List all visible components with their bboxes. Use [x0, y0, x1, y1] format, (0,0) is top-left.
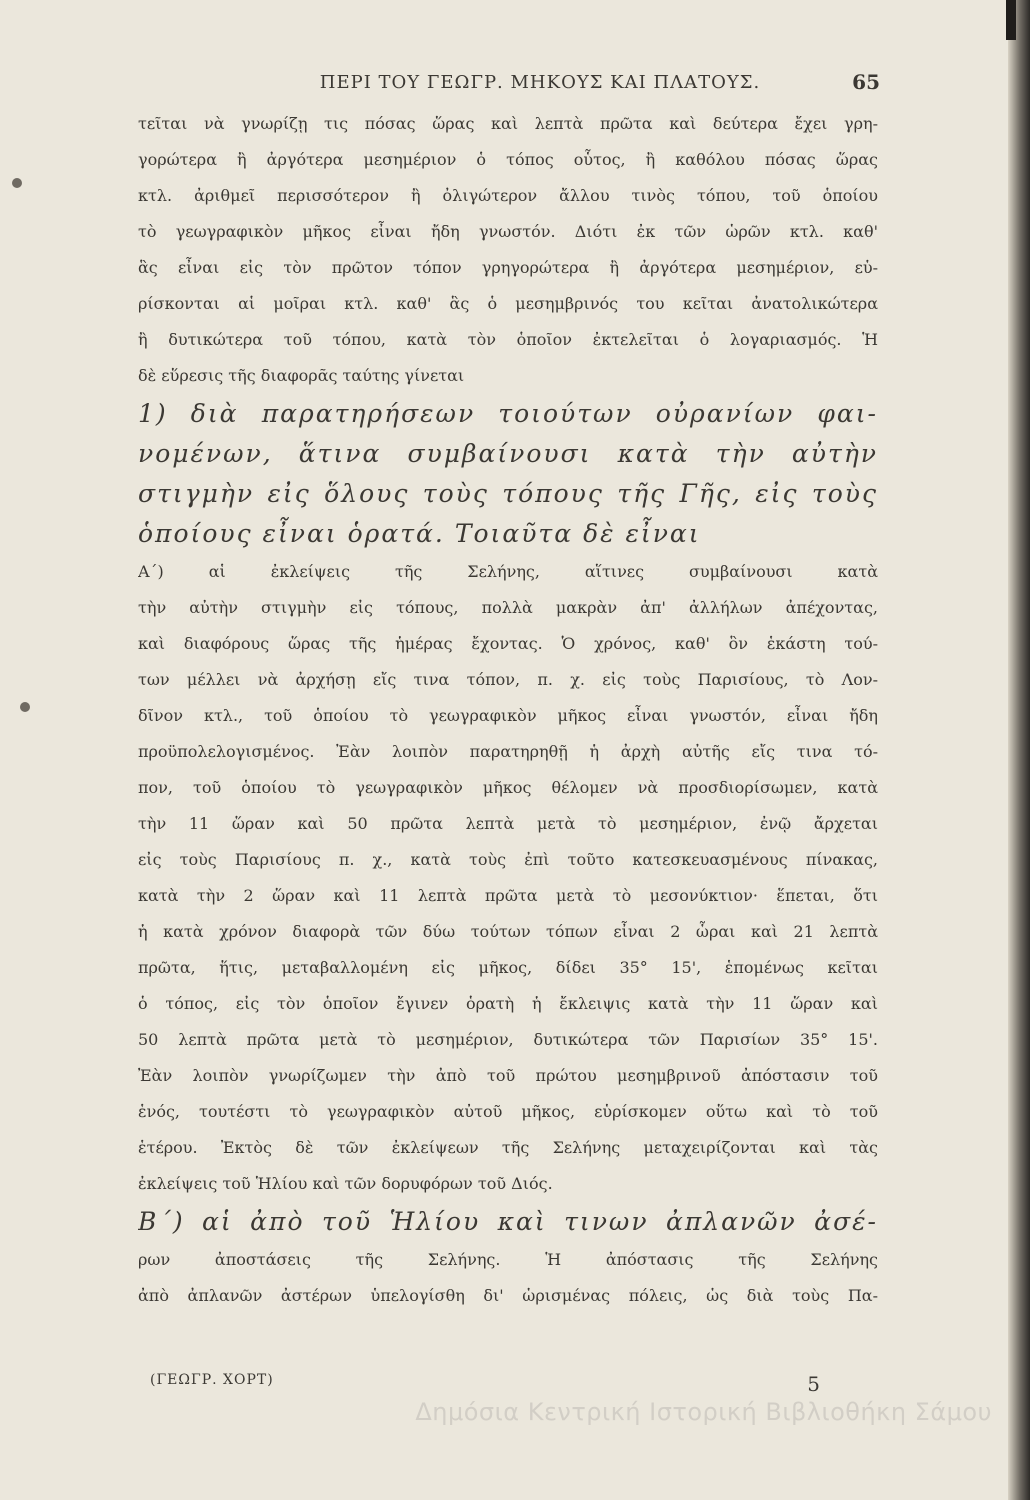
text-line: κατὰ τὴν 2 ὥραν καὶ 11 λεπτὰ πρῶτα μετὰ τὸ μεσονύκτιον· ἕπεται, ὅτι — [138, 886, 878, 905]
sheet-number: 5 — [807, 1372, 820, 1396]
text-line: ἀπὸ ἀπλανῶν ἀστέρων ὑπελογίσθη δι' ὡρισμένας πόλεις, ὡς διὰ τοὺς Πα- — [138, 1286, 878, 1305]
text-line: πρῶτα, ἥτις, μεταβαλλομένη εἰς μῆκος, δίδει 35° 15', ἑπομένως κεῖται — [138, 958, 878, 977]
text-line: ρων ἀποστάσεις τῆς Σελήνης. Ἡ ἀπόστασις τῆς Σελήνης — [138, 1250, 878, 1269]
text-line: καὶ διαφόρους ὥρας τῆς ἡμέρας ἔχοντας. Ὁ χρόνος, καθ' ὃν ἑκάστη τού- — [138, 634, 878, 653]
text-line: Α΄) αἱ ἐκλείψεις τῆς Σελήνης, αἵτινες συμβαίνουσι κατὰ — [138, 562, 878, 581]
page-number: 65 — [852, 70, 880, 94]
book-spine-shadow — [1008, 0, 1030, 1500]
text-line: τὴν αὐτὴν στιγμὴν εἰς τόπους, πολλὰ μακρὰν ἀπ' ἀλλήλων ἀπέχοντας, — [138, 598, 878, 617]
library-watermark: Δημόσια Κεντρική Ιστορική Βιβλιοθήκη Σάμου — [415, 1398, 992, 1426]
text-line: ἡ κατὰ χρόνον διαφορὰ τῶν δύω τούτων τόπων εἶναι 2 ὧραι καὶ 21 λεπτὰ — [138, 922, 878, 941]
margin-speck — [12, 178, 22, 188]
text-line: τεῖται νὰ γνωρίζῃ τις πόσας ὥρας καὶ λεπτὰ πρῶτα καὶ δεύτερα ἔχει γρη- — [138, 114, 878, 133]
text-line: προϋπολελογισμένος. Ἐὰν λοιπὸν παρατηρηθῇ ἡ ἀρχὴ αὐτῆς εἴς τινα τό- — [138, 742, 878, 761]
emphasized-line: ὁποίους εἶναι ὁρατά. Τοιαῦτα δὲ εἶναι — [138, 519, 701, 548]
text-line: γορώτερα ἢ ἀργότερα μεσημέριον ὁ τόπος οὗτος, ἢ καθόλου πόσας ὥρας — [138, 150, 878, 169]
text-line: τὴν 11 ὥραν καὶ 50 πρῶτα λεπτὰ μετὰ τὸ μεσημέριον, ἐνῷ ἄρχεται — [138, 814, 878, 833]
text-line: ἢ δυτικώτερα τοῦ τόπου, κατὰ τὸν ὁποῖον ἐκτελεῖται ὁ λογαριασμός. Ἡ — [138, 330, 878, 349]
text-body — [138, 106, 878, 1314]
text-line: ὁ τόπος, εἰς τὸν ὁποῖον ἔγινεν ὁρατὴ ἡ ἔκλειψις κατὰ τὴν 11 ὥραν καὶ — [138, 994, 878, 1013]
text-line: δὲ εὕρεσις τῆς διαφορᾶς ταύτης γίνεται — [138, 366, 465, 385]
signature-mark: (ΓΕΩΓΡ. ΧΟΡΤ) — [150, 1372, 274, 1388]
text-line: πον, τοῦ ὁποίου τὸ γεωγραφικὸν μῆκος θέλομεν νὰ προσδιορίσωμεν, κατὰ — [138, 778, 878, 797]
margin-speck — [20, 702, 30, 712]
text-line: ἐκλείψεις τοῦ Ἡλίου καὶ τῶν δορυφόρων τοῦ Διός. — [138, 1174, 553, 1193]
text-line: 50 λεπτὰ πρῶτα μετὰ τὸ μεσημέριον, δυτικώτερα τῶν Παρισίων 35° 15'. — [138, 1030, 878, 1049]
text-line: κτλ. ἀριθμεῖ περισσότερον ἢ ὀλιγώτερον ἄλλου τινὸς τόπου, τοῦ ὁποίου — [138, 186, 878, 205]
emphasized-line: στιγμὴν εἰς ὅλους τοὺς τόπους τῆς Γῆς, εἰς τοὺς — [138, 479, 878, 508]
page-fold-corner — [1006, 0, 1016, 40]
text-line: ἃς εἶναι εἰς τὸν πρῶτον τόπον γρηγορώτερα ἢ ἀργότερα μεσημέριον, εὑ- — [138, 258, 878, 277]
text-line: ρίσκονται αἱ μοῖραι κτλ. καθ' ἃς ὁ μεσημβρινός του κεῖται ἀνατολικώτερα — [138, 294, 878, 313]
running-head: ΠΕΡΙ ΤΟΥ ΓΕΩΓΡ. ΜΗΚΟΥΣ ΚΑΙ ΠΛΑΤΟΥΣ. — [319, 72, 761, 93]
text-line: των μέλλει νὰ ἀρχήσῃ εἴς τινα τόπον, π. χ. εἰς τοὺς Παρισίους, τὸ Λον- — [138, 670, 878, 689]
text-line: δῖνον κτλ., τοῦ ὁποίου τὸ γεωγραφικὸν μῆκος εἶναι γνωστόν, εἶναι ἤδη — [138, 706, 878, 725]
emphasized-line: Β΄) αἱ ἀπὸ τοῦ Ἡλίου καὶ τινων ἀπλανῶν ἀσέ- — [138, 1207, 878, 1236]
emphasized-line: νομένων, ἅτινα συμβαίνουσι κατὰ τὴν αὐτὴν — [138, 439, 878, 468]
emphasized-line: 1) διὰ παρατηρήσεων τοιούτων οὐρανίων φαι- — [138, 399, 878, 428]
text-line: Ἐὰν λοιπὸν γνωρίζωμεν τὴν ἀπὸ τοῦ πρώτου μεσημβρινοῦ ἀπόστασιν τοῦ — [138, 1066, 878, 1085]
text-line: ἑνός, τουτέστι τὸ γεωγραφικὸν αὐτοῦ μῆκος, εὑρίσκομεν οὕτω καὶ τὸ τοῦ — [138, 1102, 878, 1121]
text-line: τὸ γεωγραφικὸν μῆκος εἶναι ἤδη γνωστόν. Διότι ἐκ τῶν ὡρῶν κτλ. καθ' — [138, 222, 878, 241]
text-line: ἑτέρου. Ἐκτὸς δὲ τῶν ἐκλείψεων τῆς Σελήνης μεταχειρίζονται καὶ τὰς — [138, 1138, 878, 1157]
page-header — [130, 70, 880, 106]
text-line: εἰς τοὺς Παρισίους π. χ., κατὰ τοὺς ἐπὶ τοῦτο κατεσκευασμένους πίνακας, — [138, 850, 878, 869]
